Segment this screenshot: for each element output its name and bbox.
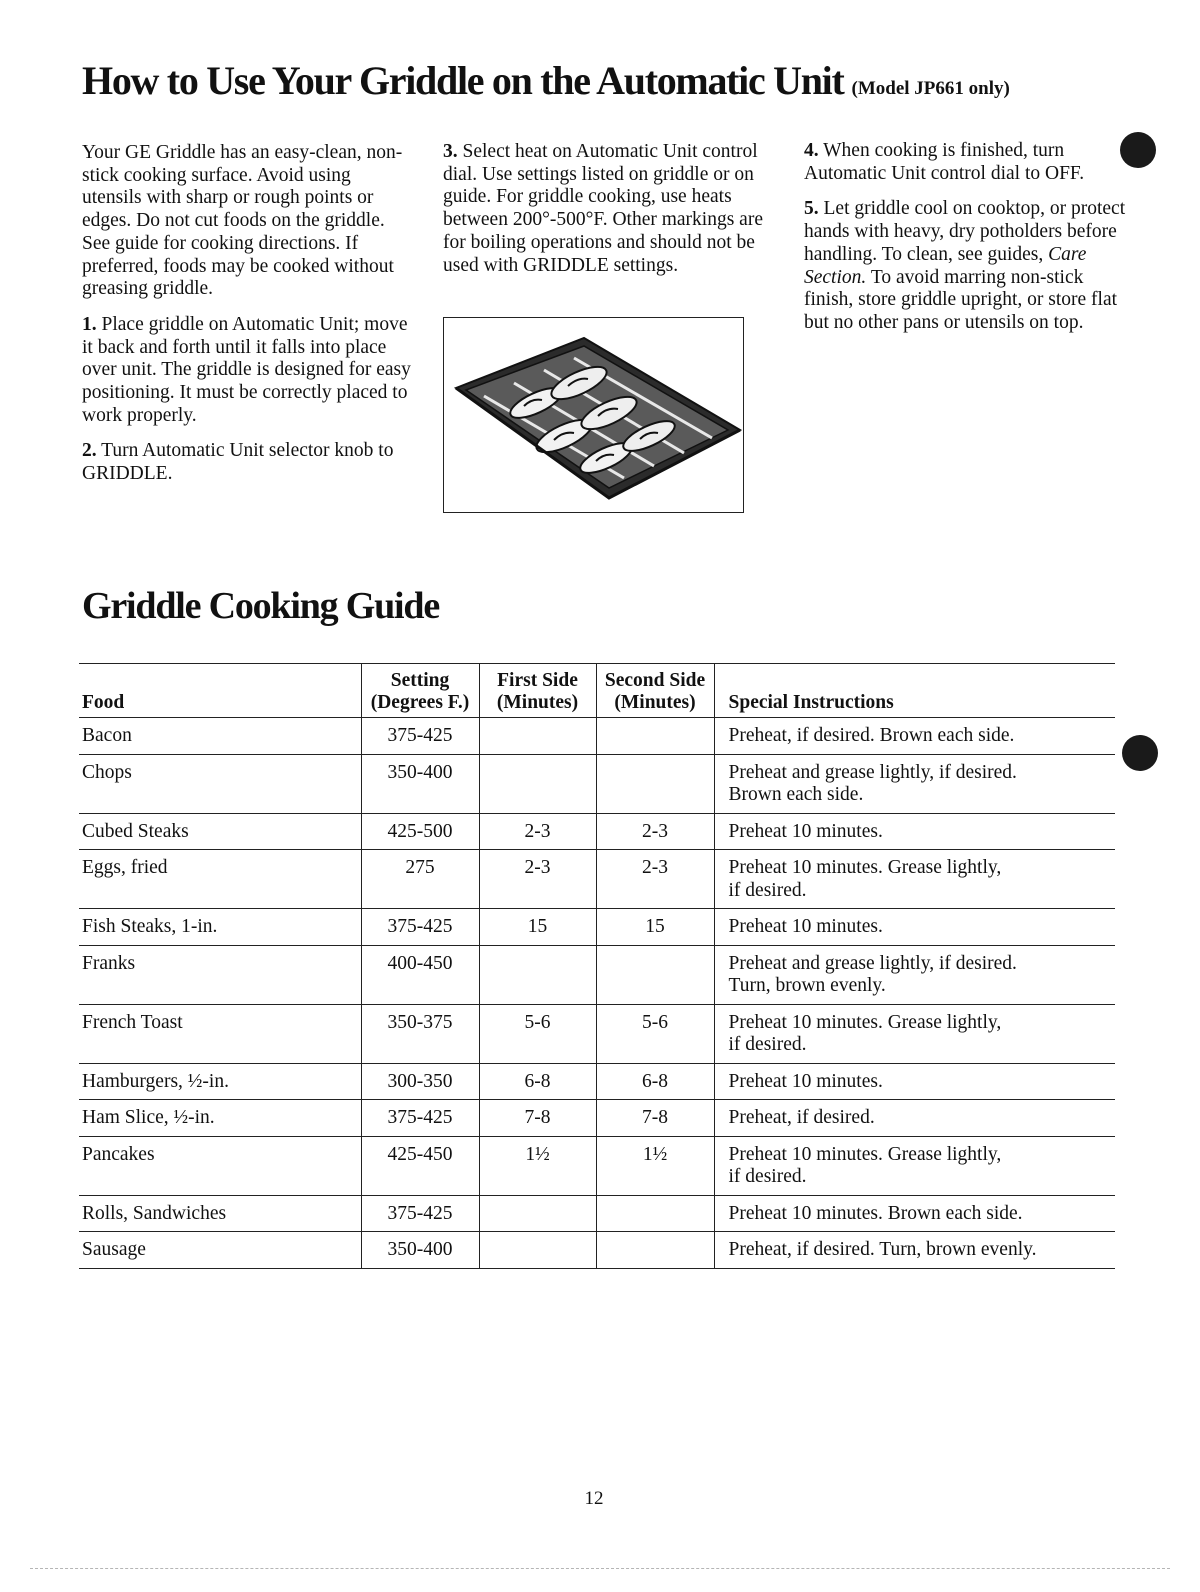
setting-cell: 375-425 <box>361 718 479 755</box>
second-side-cell: 2-3 <box>596 850 714 909</box>
intro-paragraph: Your GE Griddle has an easy-clean, non-stick cooking surface. Avoid using utensils with sharp or rough points or edges. Do not cut foods on the griddle. See guide for cooking directions. If preferred, foods may be cooked without greasing griddle. <box>82 142 403 300</box>
step-text: Let griddle cool on cooktop, or protect hands with heavy, dry potholders before handling. To clean, see guides, <box>804 198 1126 265</box>
griddle-icon <box>444 318 742 511</box>
setting-cell: 375-425 <box>361 909 479 946</box>
first-side-cell: 2-3 <box>479 850 596 909</box>
table-row <box>79 1063 1115 1100</box>
step-3 <box>443 141 763 277</box>
step-text: Place griddle on Automatic Unit; move it back and forth until it falls into place over unit. The griddle is designed for easy positioning. It must be correctly placed to work properly. <box>82 313 411 426</box>
step-text: Select heat on Automatic Unit control dial. Use settings listed on griddle or on guide. For griddle cooking, use heats between 200°-500°F. Other markings are for boiling operations and should not be used with GRIDDLE settings. <box>443 141 763 276</box>
step-number: 1. <box>82 313 97 335</box>
instructions-column-2 <box>443 141 763 290</box>
second-side-cell: 1½ <box>596 1136 714 1195</box>
page-title-model-note: (Model JP661 only) <box>851 78 1010 99</box>
table-header-row <box>79 664 1115 718</box>
first-side-cell <box>479 718 596 755</box>
food-cell: French Toast <box>79 1004 361 1063</box>
step-1 <box>82 314 412 428</box>
special-instructions-cell: Preheat, if desired. Brown each side. <box>714 718 1115 755</box>
food-cell: Rolls, Sandwiches <box>79 1195 361 1232</box>
food-cell: Fish Steaks, 1-in. <box>79 909 361 946</box>
first-side-cell: 15 <box>479 909 596 946</box>
first-side-cell <box>479 754 596 813</box>
food-cell: Bacon <box>79 718 361 755</box>
special-instructions-cell: Preheat, if desired. <box>714 1100 1115 1137</box>
column-header-setting: Setting (Degrees F.) <box>361 664 479 718</box>
first-side-cell: 5-6 <box>479 1004 596 1063</box>
first-side-cell <box>479 1195 596 1232</box>
column-header-second-side: Second Side (Minutes) <box>596 664 714 718</box>
first-side-cell <box>479 945 596 1004</box>
special-instructions-cell: Preheat 10 minutes. <box>714 909 1115 946</box>
table-row <box>79 850 1115 909</box>
page-number: 12 <box>584 1488 604 1509</box>
special-instructions-cell: Preheat and grease lightly, if desired. Turn, brown evenly. <box>714 945 1115 1004</box>
table-row <box>79 1232 1115 1269</box>
table-row <box>79 945 1115 1004</box>
page-title-text: How to Use Your Griddle on the Automatic Unit <box>82 58 844 103</box>
second-side-cell <box>596 718 714 755</box>
first-side-cell: 7-8 <box>479 1100 596 1137</box>
second-side-cell: 5-6 <box>596 1004 714 1063</box>
setting-cell: 425-500 <box>361 813 479 850</box>
second-side-cell: 7-8 <box>596 1100 714 1137</box>
first-side-cell: 6-8 <box>479 1063 596 1100</box>
special-instructions-cell: Preheat 10 minutes. Grease lightly, if desired. <box>714 850 1115 909</box>
table-row <box>79 1100 1115 1137</box>
special-instructions-cell: Preheat 10 minutes. Grease lightly, if desired. <box>714 1004 1115 1063</box>
step-5 <box>804 198 1134 334</box>
food-cell: Sausage <box>79 1232 361 1269</box>
step-number: 3. <box>443 141 458 162</box>
second-side-cell <box>596 1195 714 1232</box>
binder-hole-icon <box>1120 132 1156 168</box>
first-side-cell <box>479 1232 596 1269</box>
column-header-special-instructions: Special Instructions <box>714 664 1115 718</box>
step-text: When cooking is finished, turn Automatic Unit control dial to OFF. <box>804 140 1085 184</box>
food-cell: Hamburgers, ½-in. <box>79 1063 361 1100</box>
step-text-continued: To avoid marring non-stick finish, store griddle upright, or store flat but no other pans or utensils on top. <box>804 266 1118 333</box>
instructions-column-1 <box>82 142 412 499</box>
table-row <box>79 1136 1115 1195</box>
column-header-food: Food <box>79 664 361 718</box>
table-row <box>79 813 1115 850</box>
step-text: Turn Automatic Unit selector knob to GRIDDLE. <box>82 440 394 485</box>
table-body <box>79 718 1115 1269</box>
setting-cell: 300-350 <box>361 1063 479 1100</box>
table-row <box>79 1195 1115 1232</box>
setting-cell: 350-400 <box>361 1232 479 1269</box>
step-number: 4. <box>804 140 819 161</box>
setting-cell: 400-450 <box>361 945 479 1004</box>
food-cell: Pancakes <box>79 1136 361 1195</box>
special-instructions-cell: Preheat 10 minutes. Grease lightly, if desired. <box>714 1136 1115 1195</box>
step-2 <box>82 440 412 485</box>
instructions-column-3 <box>804 140 1134 348</box>
guide-title: Griddle Cooking Guide <box>82 585 439 627</box>
second-side-cell <box>596 1232 714 1269</box>
special-instructions-cell: Preheat and grease lightly, if desired. Brown each side. <box>714 754 1115 813</box>
first-side-cell: 2-3 <box>479 813 596 850</box>
second-side-cell: 6-8 <box>596 1063 714 1100</box>
binder-hole-icon <box>1122 735 1158 771</box>
setting-cell: 275 <box>361 850 479 909</box>
page-title <box>82 58 1010 112</box>
food-cell: Chops <box>79 754 361 813</box>
second-side-cell: 2-3 <box>596 813 714 850</box>
food-cell: Eggs, fried <box>79 850 361 909</box>
second-side-cell <box>596 754 714 813</box>
table-row <box>79 1004 1115 1063</box>
setting-cell: 375-425 <box>361 1195 479 1232</box>
second-side-cell <box>596 945 714 1004</box>
griddle-cooking-guide-table <box>79 663 1115 1269</box>
column-header-first-side: First Side (Minutes) <box>479 664 596 718</box>
griddle-illustration <box>443 317 744 513</box>
food-cell: Franks <box>79 945 361 1004</box>
food-cell: Ham Slice, ½-in. <box>79 1100 361 1137</box>
step-number: 5. <box>804 198 819 220</box>
food-cell: Cubed Steaks <box>79 813 361 850</box>
special-instructions-cell: Preheat, if desired. Turn, brown evenly. <box>714 1232 1115 1269</box>
second-side-cell: 15 <box>596 909 714 946</box>
step-number: 2. <box>82 440 97 462</box>
special-instructions-cell: Preheat 10 minutes. Brown each side. <box>714 1195 1115 1232</box>
step-4 <box>804 140 1134 185</box>
page-edge-divider <box>30 1568 1170 1569</box>
special-instructions-cell: Preheat 10 minutes. <box>714 1063 1115 1100</box>
setting-cell: 350-375 <box>361 1004 479 1063</box>
table-row <box>79 718 1115 755</box>
setting-cell: 425-450 <box>361 1136 479 1195</box>
setting-cell: 350-400 <box>361 754 479 813</box>
table-row <box>79 909 1115 946</box>
table-row <box>79 754 1115 813</box>
first-side-cell: 1½ <box>479 1136 596 1195</box>
care-section-reference: Care Section. <box>804 243 1087 288</box>
special-instructions-cell: Preheat 10 minutes. <box>714 813 1115 850</box>
setting-cell: 375-425 <box>361 1100 479 1137</box>
